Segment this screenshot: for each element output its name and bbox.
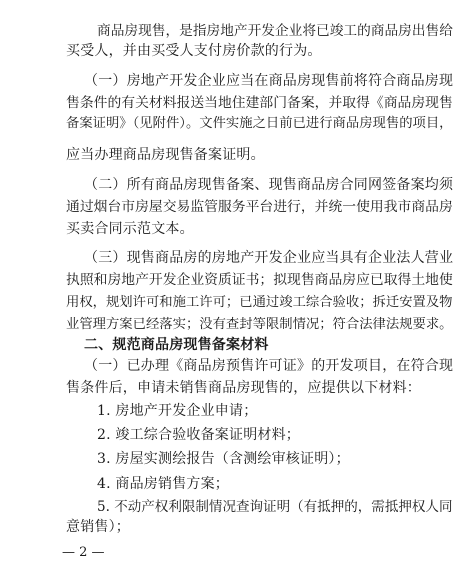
paragraph-1-line-3: 备案证明》（见附件）。文件实施之日前已进行商品房现售的项目， xyxy=(66,116,453,131)
list-item-3: 3. 房屋实测绘报告（含测绘审核证明）； xyxy=(97,451,350,467)
paragraph-intro-line-2: 买受人，并由买受人支付房价款的行为。 xyxy=(66,43,322,59)
paragraph-3-line-1: （三）现售商品房的房地产开发企业应当具有企业法人营业 xyxy=(84,250,454,266)
paragraph-intro-line-1: 商品房现售，是指房地产开发企业将已竣工的商品房出售给 xyxy=(97,23,453,39)
paragraph-3-line-3: 用权，规划许可和施工许可；已通过竣工综合验收；拆迁安置及物 xyxy=(66,295,453,310)
section-heading: 二、规范商品房现售备案材料 xyxy=(84,337,269,353)
page-number: — 2 — xyxy=(62,545,105,560)
list-item-5-line-2: 意销售）； xyxy=(66,519,130,535)
paragraph-3-line-2: 执照和房地产开发企业资质证书；拟现售商品房应已取得土地使 xyxy=(66,272,453,288)
list-item-1: 1. 房地产开发企业申请； xyxy=(97,403,258,419)
paragraph-2-line-3: 买卖合同示范文本。 xyxy=(66,221,194,237)
paragraph-2-line-2: 通过烟台市房屋交易监管服务平台进行，并统一使用我市商品房 xyxy=(66,199,453,215)
list-item-4: 4. 商品房销售方案； xyxy=(97,476,230,492)
paragraph-1-line-1: （一）房地产开发企业应当在商品房现售前将符合商品房现 xyxy=(84,73,454,89)
list-item-5-line-1: 5. 不动产权利限制情况查询证明（有抵押的，需抵押权人同 xyxy=(97,499,453,515)
paragraph-1-line-2: 售条件的有关材料报送当地住建部门备案，并取得《商品房现售 xyxy=(66,95,453,111)
paragraph-2-line-1: （二）所有商品房现售备案、现售商品房合同网签备案均须 xyxy=(84,177,454,193)
paragraph-4-line-2: 售条件后，申请未销售商品房现售的，应提供以下材料： xyxy=(66,380,421,396)
paragraph-1-line-4: 应当办理商品房现售备案证明。 xyxy=(66,147,265,163)
list-item-2: 2. 竣工综合验收备案证明材料； xyxy=(97,427,301,443)
paragraph-3-line-4: 业管理方案已经落实；没有查封等限制情况；符合法律法规要求。 xyxy=(66,317,453,332)
paragraph-4-line-1: （一）已办理《商品房预售许可证》的开发项目，在符合现 xyxy=(84,358,454,374)
